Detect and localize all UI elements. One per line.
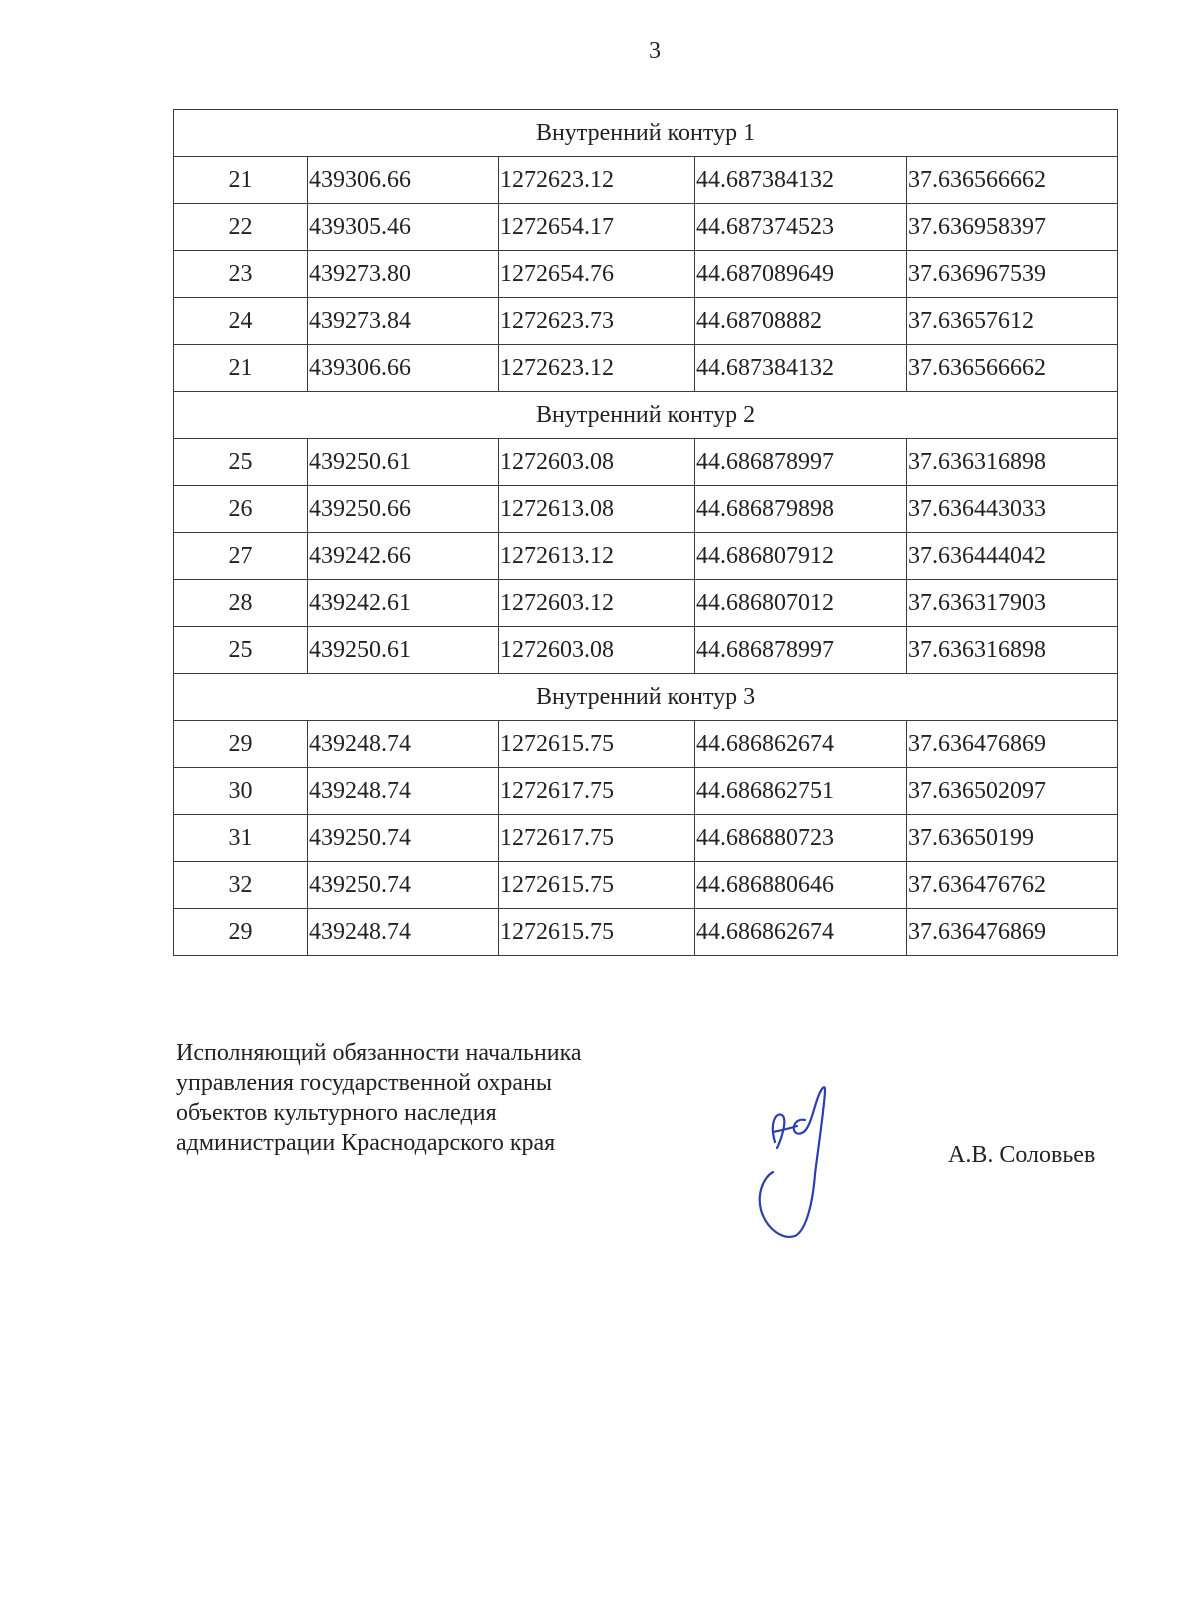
table-row xyxy=(174,580,1118,627)
longitude-cell: 37.636476762 xyxy=(907,862,1118,909)
y-coordinate-cell: 1272613.12 xyxy=(499,533,695,580)
x-coordinate-cell: 439250.61 xyxy=(308,627,499,674)
x-coordinate-cell: 439250.74 xyxy=(308,815,499,862)
table-row xyxy=(174,627,1118,674)
table-row xyxy=(174,721,1118,768)
y-coordinate-cell: 1272623.12 xyxy=(499,157,695,204)
point-number-cell: 28 xyxy=(174,580,308,627)
latitude-cell: 44.686880646 xyxy=(695,862,907,909)
point-number-cell: 21 xyxy=(174,157,308,204)
longitude-cell: 37.636958397 xyxy=(907,204,1118,251)
x-coordinate-cell: 439242.61 xyxy=(308,580,499,627)
x-coordinate-cell: 439273.84 xyxy=(308,298,499,345)
point-number-cell: 22 xyxy=(174,204,308,251)
x-coordinate-cell: 439250.74 xyxy=(308,862,499,909)
point-number-cell: 29 xyxy=(174,909,308,956)
signatory-position-line: администрации Краснодарского края xyxy=(176,1130,556,1156)
signatory-position-line: объектов культурного наследия xyxy=(176,1100,497,1126)
latitude-cell: 44.686878997 xyxy=(695,439,907,486)
y-coordinate-cell: 1272617.75 xyxy=(499,815,695,862)
longitude-cell: 37.636443033 xyxy=(907,486,1118,533)
y-coordinate-cell: 1272623.12 xyxy=(499,345,695,392)
point-number-cell: 30 xyxy=(174,768,308,815)
latitude-cell: 44.686879898 xyxy=(695,486,907,533)
x-coordinate-cell: 439248.74 xyxy=(308,909,499,956)
y-coordinate-cell: 1272623.73 xyxy=(499,298,695,345)
table-row xyxy=(174,815,1118,862)
latitude-cell: 44.686862751 xyxy=(695,768,907,815)
signatory-name: А.В. Соловьев xyxy=(948,1142,1096,1168)
longitude-cell: 37.63650199 xyxy=(907,815,1118,862)
section-header-row xyxy=(174,110,1118,157)
longitude-cell: 37.636566662 xyxy=(907,157,1118,204)
longitude-cell: 37.63657612 xyxy=(907,298,1118,345)
y-coordinate-cell: 1272603.12 xyxy=(499,580,695,627)
y-coordinate-cell: 1272603.08 xyxy=(499,439,695,486)
signatory-position-line: управления государственной охраны xyxy=(176,1070,552,1096)
section-title: Внутренний контур 1 xyxy=(174,110,1118,157)
y-coordinate-cell: 1272615.75 xyxy=(499,909,695,956)
point-number-cell: 32 xyxy=(174,862,308,909)
point-number-cell: 25 xyxy=(174,439,308,486)
y-coordinate-cell: 1272654.17 xyxy=(499,204,695,251)
x-coordinate-cell: 439306.66 xyxy=(308,345,499,392)
latitude-cell: 44.687089649 xyxy=(695,251,907,298)
latitude-cell: 44.686878997 xyxy=(695,627,907,674)
table-row xyxy=(174,439,1118,486)
x-coordinate-cell: 439306.66 xyxy=(308,157,499,204)
section-title: Внутренний контур 2 xyxy=(174,392,1118,439)
table-row xyxy=(174,345,1118,392)
point-number-cell: 31 xyxy=(174,815,308,862)
signatory-position xyxy=(176,1038,582,1158)
x-coordinate-cell: 439250.61 xyxy=(308,439,499,486)
point-number-cell: 23 xyxy=(174,251,308,298)
latitude-cell: 44.686880723 xyxy=(695,815,907,862)
x-coordinate-cell: 439273.80 xyxy=(308,251,499,298)
coordinates-table-body xyxy=(174,110,1118,956)
latitude-cell: 44.686807012 xyxy=(695,580,907,627)
coordinates-table xyxy=(173,109,1118,956)
longitude-cell: 37.636444042 xyxy=(907,533,1118,580)
longitude-cell: 37.636566662 xyxy=(907,345,1118,392)
table-row xyxy=(174,251,1118,298)
page-number: 3 xyxy=(649,38,661,64)
longitude-cell: 37.636967539 xyxy=(907,251,1118,298)
y-coordinate-cell: 1272615.75 xyxy=(499,862,695,909)
table-row xyxy=(174,204,1118,251)
longitude-cell: 37.636317903 xyxy=(907,580,1118,627)
table-row xyxy=(174,533,1118,580)
x-coordinate-cell: 439242.66 xyxy=(308,533,499,580)
section-title: Внутренний контур 3 xyxy=(174,674,1118,721)
y-coordinate-cell: 1272613.08 xyxy=(499,486,695,533)
section-header-row xyxy=(174,392,1118,439)
latitude-cell: 44.686862674 xyxy=(695,909,907,956)
longitude-cell: 37.636316898 xyxy=(907,439,1118,486)
y-coordinate-cell: 1272617.75 xyxy=(499,768,695,815)
section-header-row xyxy=(174,674,1118,721)
table-row xyxy=(174,486,1118,533)
latitude-cell: 44.687384132 xyxy=(695,157,907,204)
x-coordinate-cell: 439250.66 xyxy=(308,486,499,533)
y-coordinate-cell: 1272603.08 xyxy=(499,627,695,674)
longitude-cell: 37.636316898 xyxy=(907,627,1118,674)
longitude-cell: 37.636502097 xyxy=(907,768,1118,815)
point-number-cell: 27 xyxy=(174,533,308,580)
longitude-cell: 37.636476869 xyxy=(907,909,1118,956)
y-coordinate-cell: 1272654.76 xyxy=(499,251,695,298)
point-number-cell: 21 xyxy=(174,345,308,392)
point-number-cell: 26 xyxy=(174,486,308,533)
point-number-cell: 25 xyxy=(174,627,308,674)
x-coordinate-cell: 439248.74 xyxy=(308,768,499,815)
handwritten-signature xyxy=(755,1082,865,1242)
x-coordinate-cell: 439305.46 xyxy=(308,204,499,251)
table-row xyxy=(174,768,1118,815)
table-row xyxy=(174,862,1118,909)
table-row xyxy=(174,909,1118,956)
table-row xyxy=(174,298,1118,345)
latitude-cell: 44.687384132 xyxy=(695,345,907,392)
longitude-cell: 37.636476869 xyxy=(907,721,1118,768)
signatory-position-line: Исполняющий обязанности начальника xyxy=(176,1040,582,1066)
x-coordinate-cell: 439248.74 xyxy=(308,721,499,768)
table-row xyxy=(174,157,1118,204)
latitude-cell: 44.686862674 xyxy=(695,721,907,768)
latitude-cell: 44.686807912 xyxy=(695,533,907,580)
point-number-cell: 29 xyxy=(174,721,308,768)
y-coordinate-cell: 1272615.75 xyxy=(499,721,695,768)
latitude-cell: 44.687374523 xyxy=(695,204,907,251)
latitude-cell: 44.68708882 xyxy=(695,298,907,345)
point-number-cell: 24 xyxy=(174,298,308,345)
